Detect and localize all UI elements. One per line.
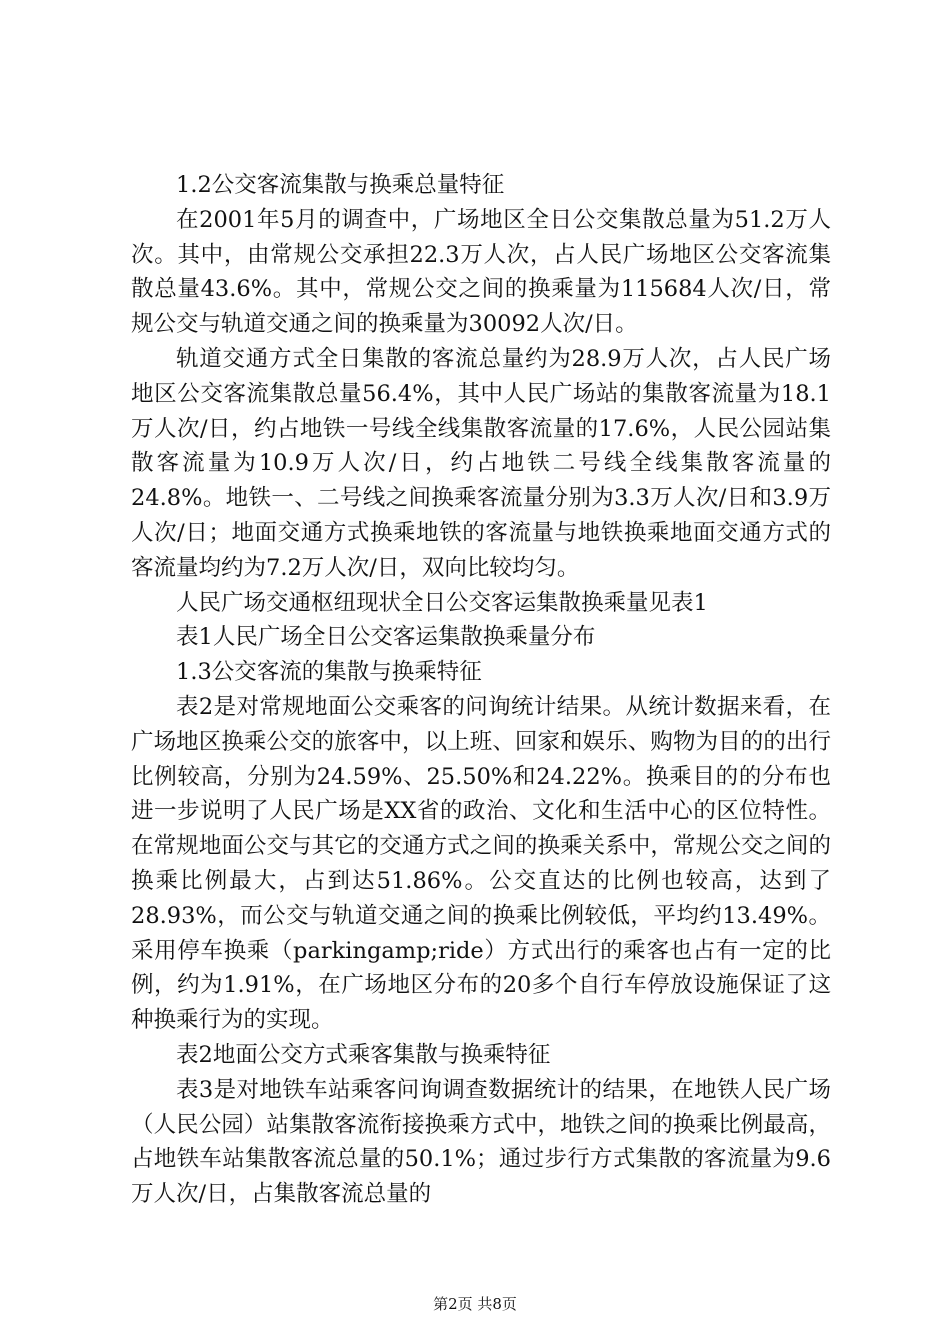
table-caption: 表1人民广场全日公交客运集散换乘量分布 xyxy=(176,624,596,651)
body-paragraph: 表3是对地铁车站乘客问询调查数据统计的结果，在地铁人民广场（人民公园）站集散客流衔接换乘方式中，地铁之间的换乘比例最高，占地铁车站集散客流总量的50.1%；通过步行方式集散的客流量为9.6万人次/日，占集散客流总量的 xyxy=(131,1076,831,1208)
section-heading: 1.3公交客流的集散与换乘特征 xyxy=(176,659,482,686)
page-footer: 第2页 共8页 xyxy=(433,1295,517,1313)
section-heading: 1.2公交客流集散与换乘总量特征 xyxy=(176,172,505,198)
body-paragraph: 轨道交通方式全日集散的客流总量约为28.9万人次，占人民广场地区公交客流集散总量56.4%，其中人民广场站的集散客流量为18.1万人次/日，约占地铁一号线全线集散客流量的17.6%，人民公园站集散客流量为10.9万人次/日，约占地铁二号线全线集散客流量的24.8%。地铁一、二号线之间换乘客流量分别为3.3万人次/日和3.9万人次/日；地面交通方式换乘地铁的客流量与地铁换乘地面交通方式的客流量均约为7.2万人次/日，双向比较均匀。 xyxy=(131,345,831,581)
table-caption: 表2地面公交方式乘客集散与换乘特征 xyxy=(176,1041,551,1068)
document-body xyxy=(131,168,831,1212)
body-paragraph: 在2001年5月的调查中，广场地区全日公交集散总量为51.2万人次。其中，由常规公交承担22.3万人次，占人民广场地区公交客流集散总量43.6%。其中，常规公交之间的换乘量为115684人次/日，常规公交与轨道交通之间的换乘量为30092人次/日。 xyxy=(131,206,831,338)
body-paragraph: 人民广场交通枢纽现状全日公交客运集散换乘量见表1 xyxy=(176,589,708,616)
body-paragraph: 表2是对常规地面公交乘客的问询统计结果。从统计数据来看，在广场地区换乘公交的旅客中，以上班、回家和娱乐、购物为目的的出行比例较高，分别为24.59%、25.50%和24.22%。换乘目的的分布也进一步说明了人民广场是XX省的政治、文化和生活中心的区位特性。在常规地面公交与其它的交通方式之间的换乘关系中，常规公交之间的换乘比例最大，占到达51.86%。公交直达的比例也较高，达到了28.93%，而公交与轨道交通之间的换乘比例较低，平均约13.49%。采用停车换乘（parkingamp;ride）方式出行的乘客也占有一定的比例，约为1.91%，在广场地区分布的20多个自行车停放设施保证了这种换乘行为的实现。 xyxy=(131,693,831,1034)
